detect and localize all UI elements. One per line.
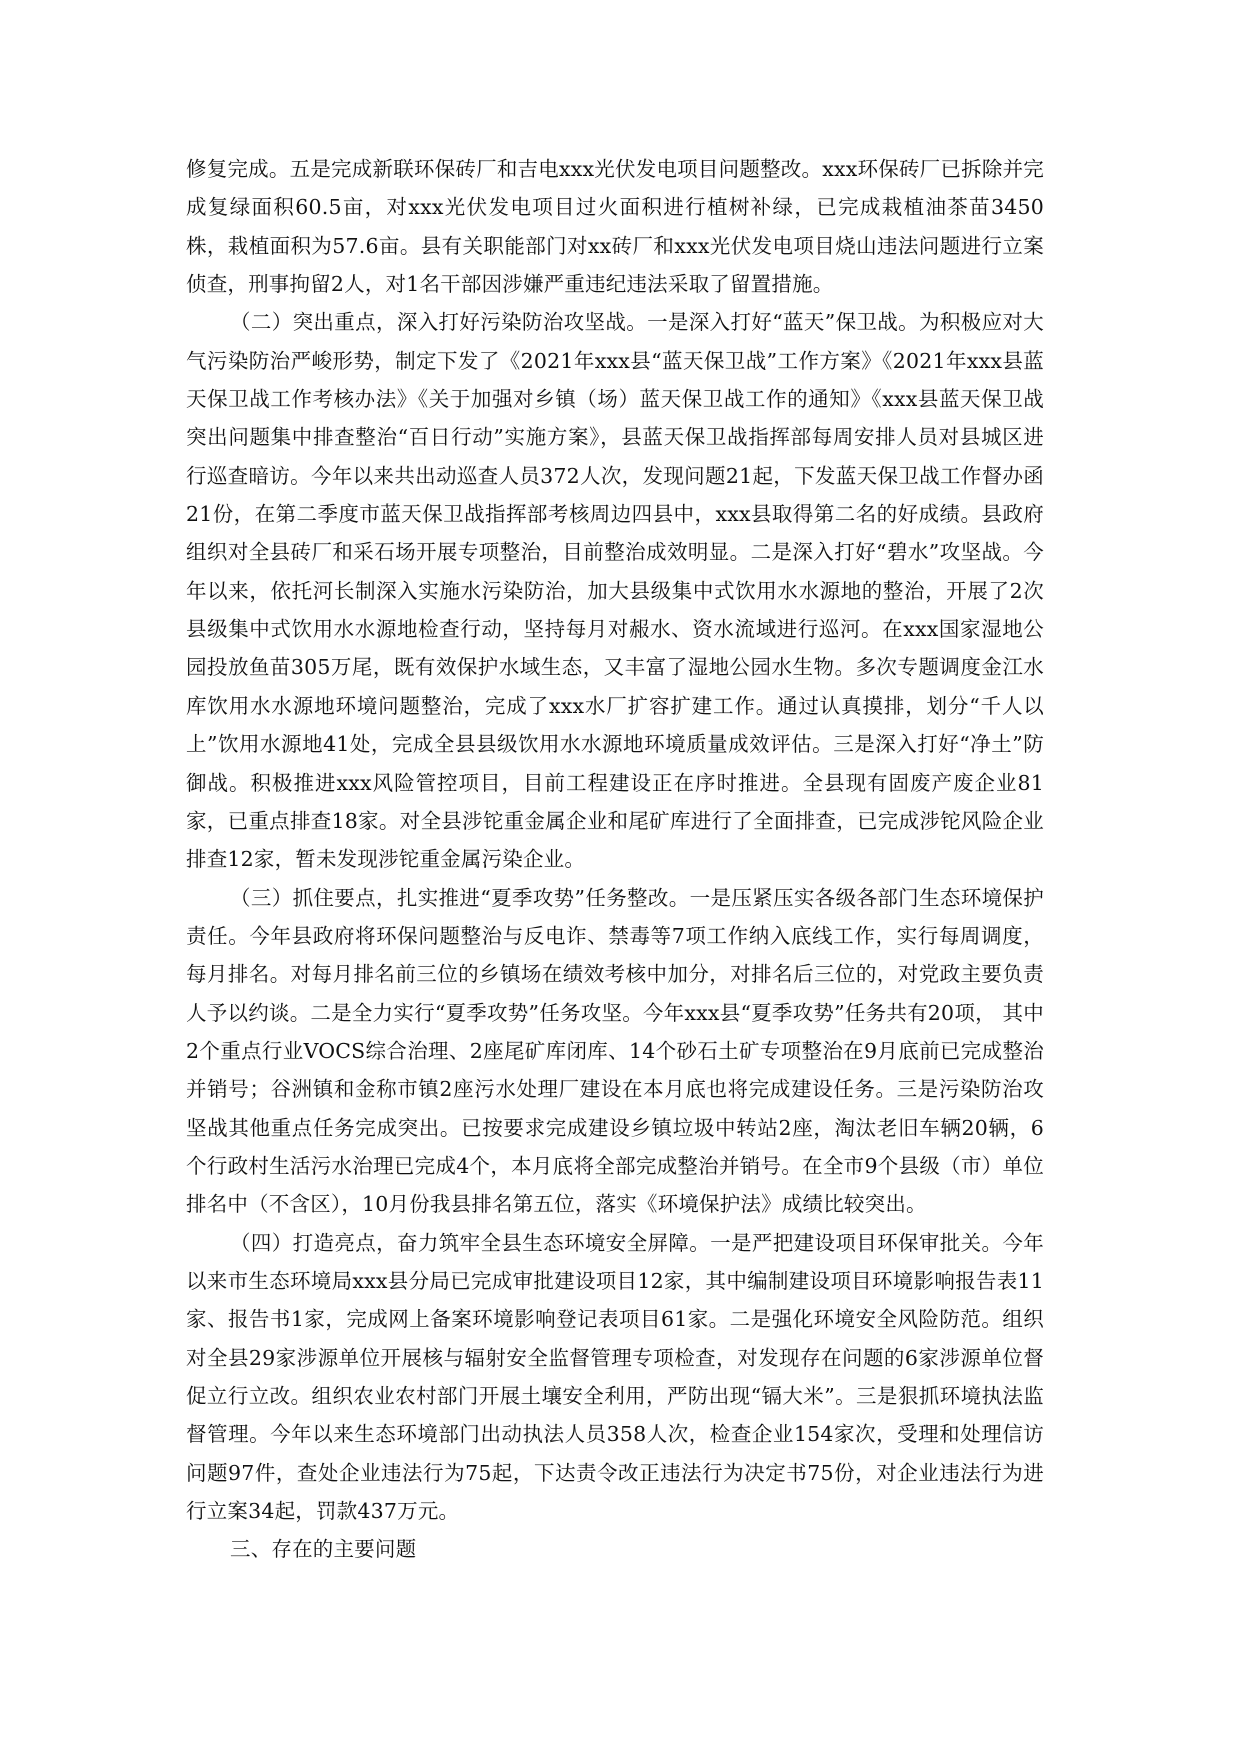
- section-heading: 三、存在的主要问题: [230, 1537, 417, 1562]
- paragraph-continuation: 修复完成。五是完成新联环保砖厂和吉电xxx光伏发电项目问题整改。xxx环保砖厂已拆除并完成复绿面积60.5亩，对xxx光伏发电项目过火面积进行植树补绿，已完成栽植油茶苗3450株，栽植面积为57.6亩。县有关职能部门对xx砖厂和xxx光伏发电项目烧山违法问题进行立案侦查，刑事拘留2人，对1名干部因涉嫌严重违纪违法采取了留置措施。: [186, 157, 1044, 297]
- paragraph-section-3: （三）抓住要点，扎实推进“夏季攻势”任务整改。一是压紧压实各级各部门生态环境保护责任。今年县政府将环保问题整治与反电诈、禁毒等7项工作纳入底线工作，实行每周调度，每月排名。对每月排名前三位的乡镇场在绩效考核中加分，对排名后三位的，对党政主要负责人予以约谈。二是全力实行“夏季攻势”任务攻坚。今年xxx县“夏季攻势”任务共有20项， 其中2个重点行业VOCS综合治理、2座尾矿库闭库、14个砂石土矿专项整治在9月底前已完成整治并销号；谷洲镇和金称市镇2座污水处理厂建设在本月底也将完成建设任务。三是污染防治攻坚战其他重点任务完成突出。已按要求完成建设乡镇垃圾中转站2座，淘汰老旧车辆20辆，6个行政村生活污水治理已完成4个，本月底将全部完成整治并销号。在全市9个县级（市）单位排名中（不含区），10月份我县排名第五位，落实《环境保护法》成绩比较突出。: [186, 885, 1044, 1217]
- paragraph-section-2: （二）突出重点，深入打好污染防治攻坚战。一是深入打好“蓝天”保卫战。为积极应对大气污染防治严峻形势，制定下发了《2021年xxx县“蓝天保卫战”工作方案》《2021年xxx县蓝天保卫战工作考核办法》《关于加强对乡镇（场）蓝天保卫战工作的通知》《xxx县蓝天保卫战突出问题集中排查整治“百日行动”实施方案》，县蓝天保卫战指挥部每周安排人员对县城区进行巡查暗访。今年以来共出动巡查人员372人次，发现问题21起，下发蓝天保卫战工作督办函21份，在第二季度市蓝天保卫战指挥部考核周边四县中，xxx县取得第二名的好成绩。县政府组织对全县砖厂和采石场开展专项整治，目前整治成效明显。二是深入打好“碧水”攻坚战。今年以来，依托河长制深入实施水污染防治，加大县级集中式饮用水水源地的整治，开展了2次县级集中式饮用水水源地检查行动，坚持每月对赧水、资水流域进行巡河。在xxx国家湿地公园投放鱼苗305万尾，既有效保护水域生态，又丰富了湿地公园水生物。多次专题调度金江水库饮用水水源地环境问题整治，完成了xxx水厂扩容扩建工作。通过认真摸排，划分“千人以上”饮用水源地41处，完成全县县级饮用水水源地环境质量成效评估。三是深入打好“净土”防御战。积极推进xxx风险管控项目，目前工程建设正在序时推进。全县现有固废产废企业81家，已重点排查18家。对全县涉铊重金属企业和尾矿库进行了全面排查，已完成涉铊风险企业排查12家，暂未发现涉铊重金属污染企业。: [186, 310, 1044, 872]
- paragraph-section-4: （四）打造亮点，奋力筑牢全县生态环境安全屏障。一是严把建设项目环保审批关。今年以来市生态环境局xxx县分局已完成审批建设项目12家，其中编制建设项目环境影响报告表11家、报告书1家，完成网上备案环境影响登记表项目61家。二是强化环境安全风险防范。组织对全县29家涉源单位开展核与辐射安全监督管理专项检查，对发现存在问题的6家涉源单位督促立行立改。组织农业农村部门开展土壤安全利用，严防出现“镉大米”。三是狠抓环境执法监督管理。今年以来生态环境部门出动执法人员358人次，检查企业154家次，受理和处理信访问题97件，查处企业违法行为75起，下达责令改正违法行为决定书75份，对企业违法行为进行立案34起，罚款437万元。: [186, 1230, 1044, 1524]
- document-body: [186, 150, 1044, 1569]
